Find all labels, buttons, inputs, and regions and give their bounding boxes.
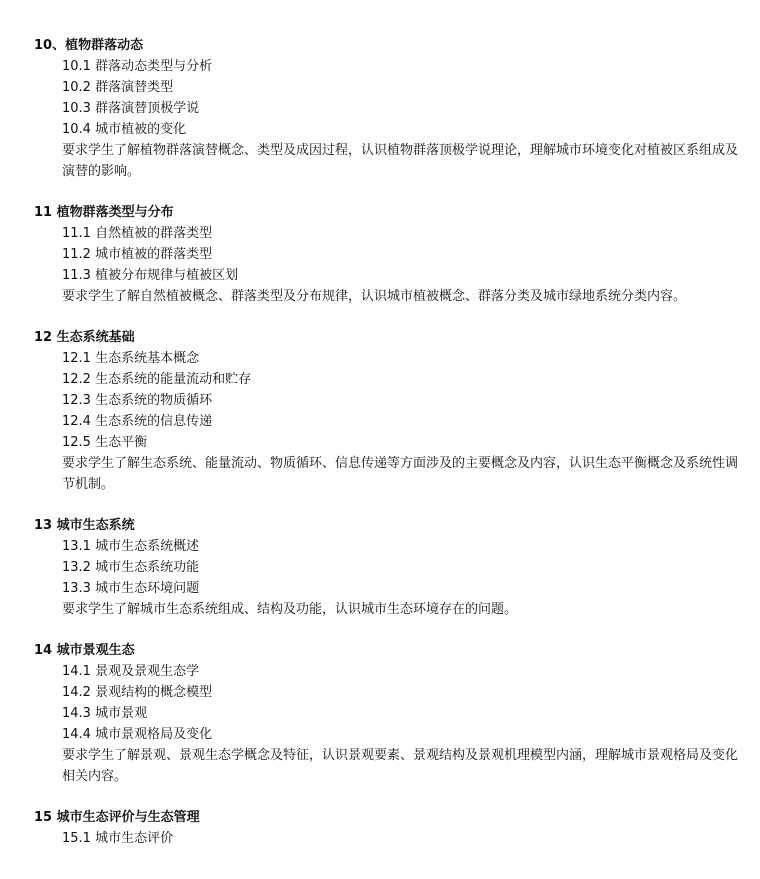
section-heading: 12 生态系统基础 bbox=[34, 330, 135, 345]
list-item: 10.1 群落动态类型与分析 bbox=[62, 59, 213, 74]
section-description: 要求学生了解景观、景观生态学概念及特征，认识景观要素、景观结构及景观机理模型内涵，理解城市景观格局及变化相关内容。 bbox=[62, 748, 739, 784]
section-heading: 14 城市景观生态 bbox=[34, 643, 135, 658]
list-item: 12.4 生态系统的信息传递 bbox=[62, 414, 213, 429]
section-heading: 10、植物群落动态 bbox=[34, 38, 144, 53]
list-item: 11.3 植被分布规律与植被区划 bbox=[62, 268, 239, 283]
list-item: 13.2 城市生态系统功能 bbox=[62, 560, 200, 575]
section-description: 要求学生了解植物群落演替概念、类型及成因过程，认识植物群落顶极学说理论，理解城市环境变化对植被区系组成及演替的影响。 bbox=[62, 143, 739, 179]
list-item: 10.2 群落演替类型 bbox=[62, 80, 174, 95]
section-heading: 13 城市生态系统 bbox=[34, 518, 135, 533]
section-description: 要求学生了解自然植被概念、群落类型及分布规律，认识城市植被概念、群落分类及城市绿地系统分类内容。 bbox=[62, 289, 687, 304]
section-description: 要求学生了解城市生态系统组成、结构及功能，认识城市生态环境存在的问题。 bbox=[62, 602, 518, 617]
list-item: 10.4 城市植被的变化 bbox=[62, 122, 187, 137]
list-item: 12.5 生态平衡 bbox=[62, 435, 148, 450]
list-item: 11.2 城市植被的群落类型 bbox=[62, 247, 213, 262]
list-item: 14.2 景观结构的概念模型 bbox=[62, 685, 213, 700]
list-item: 13.1 城市生态系统概述 bbox=[62, 539, 200, 554]
list-item: 12.2 生态系统的能量流动和贮存 bbox=[62, 372, 252, 387]
section-description: 要求学生了解生态系统、能量流动、物质循环、信息传递等方面涉及的主要概念及内容，认识生态平衡概念及系统性调节机制。 bbox=[62, 456, 739, 492]
list-item: 15.1 城市生态评价 bbox=[62, 831, 174, 846]
list-item: 14.4 城市景观格局及变化 bbox=[62, 727, 213, 742]
list-item: 13.3 城市生态环境问题 bbox=[62, 581, 200, 596]
list-item: 12.3 生态系统的物质循环 bbox=[62, 393, 213, 408]
list-item: 14.3 城市景观 bbox=[62, 706, 148, 721]
list-item: 11.1 自然植被的群落类型 bbox=[62, 226, 213, 241]
section-heading: 15 城市生态评价与生态管理 bbox=[34, 810, 200, 825]
section-heading: 11 植物群落类型与分布 bbox=[34, 205, 174, 220]
list-item: 12.1 生态系统基本概念 bbox=[62, 351, 200, 366]
list-item: 10.3 群落演替顶极学说 bbox=[62, 101, 200, 116]
list-item: 14.1 景观及景观生态学 bbox=[62, 664, 200, 679]
